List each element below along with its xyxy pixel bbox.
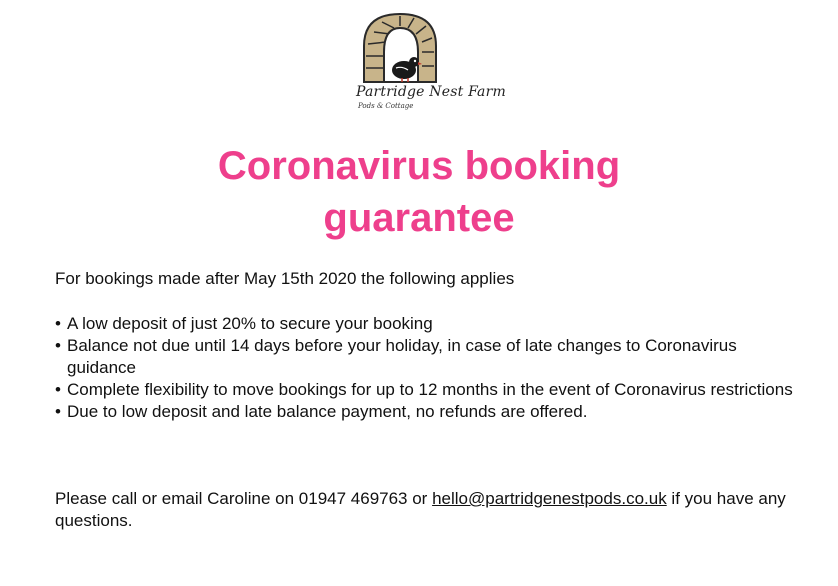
guarantee-list: [55, 313, 795, 423]
partridge-nest-pod-icon: [356, 12, 456, 86]
farm-logo: [356, 12, 506, 112]
logo-tagline: Pods & Cottage: [358, 102, 414, 110]
guarantee-item: • Due to low deposit and late balance payment, no refunds are offered.: [55, 401, 795, 423]
page-title-line-2: guarantee: [323, 196, 515, 240]
contact-prefix: Please call or email Caroline on 01947 469763 or: [55, 489, 433, 508]
page-title: [0, 140, 838, 244]
contact-suffix: if you have any questions.: [55, 489, 786, 530]
guarantee-item: • A low deposit of just 20% to secure your booking: [55, 313, 795, 335]
contact-text: [55, 488, 795, 532]
intro-text: For bookings made after May 15th 2020 the following applies: [55, 269, 515, 288]
page-title-line-1: Coronavirus booking: [217, 144, 621, 188]
email-link[interactable]: hello@partridgenestpods.co.uk: [432, 489, 667, 508]
guarantee-item: • Balance not due until 14 days before your holiday, in case of late changes to Coronavirus guidance: [55, 335, 795, 379]
logo-name: Partridge Nest Farm: [356, 84, 506, 100]
guarantee-item: • Complete flexibility to move bookings for up to 12 months in the event of Coronavirus restrictions: [55, 379, 795, 401]
